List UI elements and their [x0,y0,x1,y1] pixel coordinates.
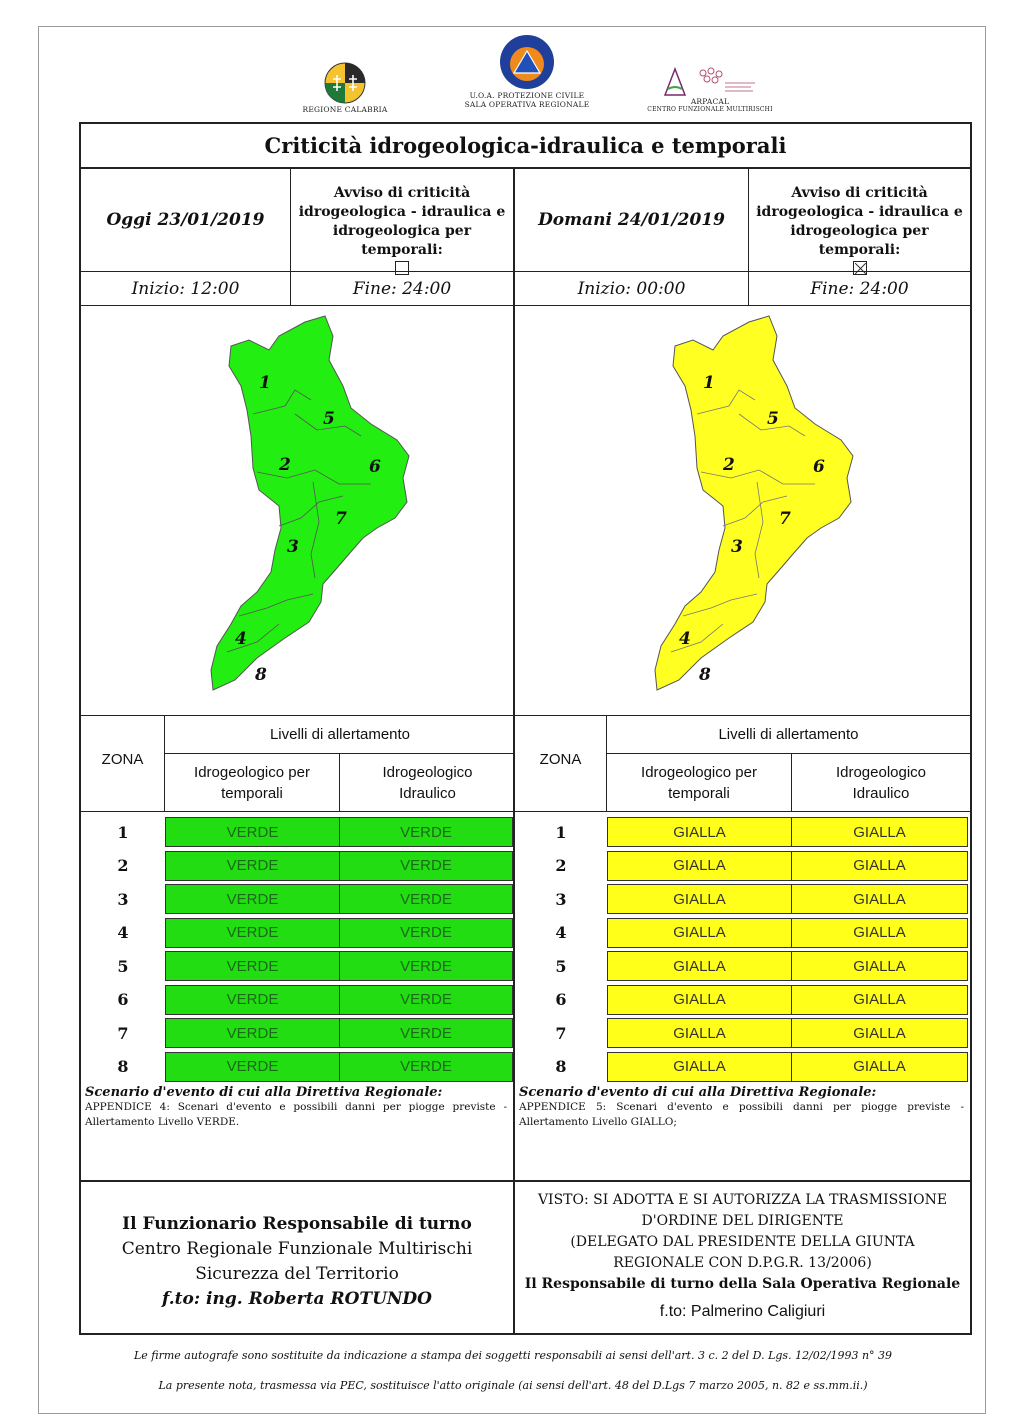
tomorrow-levels-title: Livelli di allertamento [607,716,970,754]
sig-right-line6: f.to: Palmerino Caligiuri [659,1303,826,1320]
today-zone-temporali-level: VERDE [165,985,340,1015]
tomorrow-zone-idraulico-level: GIALLA [792,1052,968,1082]
today-inizio: Inizio: 12:00 [81,272,291,305]
tomorrow-col-temporali-header [607,754,792,811]
tomorrow-map-label-4: 4 [679,629,691,649]
today-zone-row-5 [81,951,513,981]
today-map-label-8: 8 [255,665,267,685]
today-zone-idraulico-level: VERDE [340,851,513,881]
today-column [81,169,515,1180]
today-map-label-7: 7 [335,509,347,529]
tomorrow-col-a-line2: temporali [668,784,730,802]
tomorrow-avviso-line1: Avviso di criticità [791,185,928,201]
tomorrow-zone-number: 6 [555,990,567,1009]
today-col-a-line2: temporali [221,784,283,802]
sig-right-line1: VISTO: SI ADOTTA E SI AUTORIZZA LA TRASMISSIONE [537,1192,948,1208]
bulletin-sheet [38,26,986,1414]
today-zone-temporali-level: VERDE [165,884,340,914]
today-scenario-text: APPENDICE 4: Scenari d'evento e possibili danni per piogge previste - Allertamento Livello VERDE. [85,1101,507,1128]
today-zone-row-8 [81,1052,513,1082]
tomorrow-scenario-text: APPENDICE 5: Scenari d'evento e possibili danni per piogge previste - Allertamento Livello GIALLO; [519,1101,964,1128]
tomorrow-zone-temporali-level: GIALLA [607,851,792,881]
tomorrow-scenario-title: Scenario d'evento di cui alla Direttiva Regionale: [519,1085,877,1100]
today-header [81,169,513,272]
today-avviso-line2: idrogeologica - idraulica e [298,204,506,220]
sig-right-line2: D'ORDINE DEL DIRIGENTE [641,1213,844,1229]
tomorrow-levels-header [515,716,970,812]
today-zone-row-6 [81,985,513,1015]
today-avviso-line3: idrogeologica per temporali: [332,223,472,258]
calabria-emblem-icon [323,61,367,105]
tomorrow-calabria-map [515,306,970,714]
tomorrow-map-label-1: 1 [703,373,715,393]
tomorrow-zone-row-1 [515,817,970,847]
tomorrow-zone-idraulico-level: GIALLA [792,1018,968,1048]
arpacal-caption-1: ARPACAL [690,97,730,106]
tomorrow-zone-row-4 [515,918,970,948]
tomorrow-zone-temporali-level: GIALLA [607,817,792,847]
tomorrow-avviso-line3: idrogeologica per temporali: [790,223,929,258]
today-zone-temporali-level: VERDE [165,918,340,948]
arpacal-caption-2: CENTRO FUNZIONALE MULTIRISCHI [647,106,773,113]
today-zone-idraulico-level: VERDE [340,918,513,948]
today-zone-idraulico-level: VERDE [340,817,513,847]
footer-line1: Le firme autografe sono sostituite da indicazione a stampa dei soggetti responsabili ai sensi dell'art. 3 c. 2 del D. Lgs. 12/02/1993 n° 39 [133,1349,893,1362]
tomorrow-map-label-6: 6 [813,457,825,477]
pc-caption-2: SALA OPERATIVA REGIONALE [464,100,590,109]
header-logos [39,27,987,122]
tomorrow-zone-row-6 [515,985,970,1015]
today-zone-temporali-level: VERDE [165,951,340,981]
today-zone-temporali-level: VERDE [165,851,340,881]
tomorrow-zone-row-3 [515,884,970,914]
tomorrow-col-b-line1: Idrogeologico [835,763,927,781]
today-scenario-title: Scenario d'evento di cui alla Direttiva Regionale: [85,1085,443,1100]
sig-right-line5: Il Responsabile di turno della Sala Operativa Regionale [524,1276,961,1292]
sig-left-line4: f.to: ing. Roberta ROTUNDO [162,1289,432,1309]
tomorrow-header [515,169,970,272]
today-zone-row-3 [81,884,513,914]
today-zone-number: 6 [117,990,129,1009]
tomorrow-zone-row-5 [515,951,970,981]
tomorrow-map-label-2: 2 [723,455,735,475]
today-zone-number: 1 [117,822,129,842]
tomorrow-fine: Fine: 24:00 [810,278,909,299]
tomorrow-zone-temporali-level: GIALLA [607,884,792,914]
tomorrow-map-label-5: 5 [767,409,779,429]
today-avviso [291,169,513,271]
today-levels-header [81,716,513,812]
sig-left-line2: Centro Regionale Funzionale Multirischi [121,1239,473,1259]
today-fine: Fine: 24:00 [352,278,452,299]
today-zone-number: 7 [117,1023,129,1043]
tomorrow-avviso [749,169,970,271]
tomorrow-zone-temporali-level: GIALLA [607,918,792,948]
today-levels-title: Livelli di allertamento [165,716,515,754]
today-zone-temporali-level: VERDE [165,817,340,847]
today-col-a-line1: Idrogeologico per [194,763,310,781]
tomorrow-zone-row-8 [515,1052,970,1082]
tomorrow-date: Domani 24/01/2019 [515,169,749,271]
today-zone-row-1 [81,817,513,847]
today-map-label-1: 1 [259,373,271,393]
tomorrow-map-label-7: 7 [779,509,791,529]
tomorrow-zone-number: 8 [555,1057,567,1076]
today-zone-idraulico-level: VERDE [340,884,513,914]
tomorrow-zone-idraulico-level: GIALLA [792,851,968,881]
today-zone-idraulico-level: VERDE [340,951,513,981]
today-zone-number: 8 [117,1057,129,1076]
title-row [81,124,970,169]
today-map-label-5: 5 [323,409,335,429]
tomorrow-zone-idraulico-level: GIALLA [792,918,968,948]
tomorrow-scenario [519,1085,964,1130]
signature-row [81,1180,970,1333]
criticality-form [79,122,972,1335]
today-zone-idraulico-level: VERDE [340,985,513,1015]
tomorrow-zone-idraulico-level: GIALLA [792,985,968,1015]
tomorrow-zone-number: 5 [555,956,567,976]
today-col-b-line2: Idraulico [399,784,456,802]
arpacal-emblem-icon [655,65,765,97]
today-map-label-2: 2 [279,455,291,475]
protezione-civile-logo [447,33,607,109]
signature-right [515,1182,970,1335]
sig-left-line1: Il Funzionario Responsabile di turno [122,1214,472,1234]
calabria-caption: REGIONE CALABRIA [302,105,388,114]
today-zona-header: ZONA [81,716,165,811]
tomorrow-column [515,169,970,1180]
today-col-b-line1: Idrogeologico [382,763,473,781]
tomorrow-inizio: Inizio: 00:00 [515,272,749,305]
tomorrow-zone-temporali-level: GIALLA [607,985,792,1015]
protezione-civile-emblem-icon [496,33,558,91]
today-col-temporali-header [165,754,340,811]
tomorrow-zone-temporali-level: GIALLA [607,1052,792,1082]
tomorrow-zona-header: ZONA [515,716,607,811]
today-zone-idraulico-level: VERDE [340,1018,513,1048]
tomorrow-zone-temporali-level: GIALLA [607,951,792,981]
today-avviso-line1: Avviso di criticità [333,185,471,201]
signature-left [81,1182,515,1335]
today-calabria-map [81,306,513,714]
tomorrow-col-a-line1: Idrogeologico per [641,763,757,781]
tomorrow-zone-number: 7 [555,1023,567,1043]
regione-calabria-logo [295,61,395,114]
today-map-label-3: 3 [287,537,299,557]
sig-right-line4: REGIONALE CON D.P.G.R. 13/2006) [613,1255,872,1271]
today-zone-row-2 [81,851,513,881]
today-zone-temporali-level: VERDE [165,1018,340,1048]
tomorrow-avviso-line2: idrogeologica - idraulica e [756,204,963,220]
tomorrow-zone-number: 2 [555,856,567,875]
today-col-idraulico-header [340,754,515,811]
page-title: Criticità idrogeologica-idraulica e temporali [264,133,787,158]
today-zone-row-4 [81,918,513,948]
today-map-label-4: 4 [235,629,247,649]
tomorrow-col-b-line2: Idraulico [852,784,910,802]
today-date: Oggi 23/01/2019 [81,169,291,271]
today-zone-number: 3 [117,889,129,909]
tomorrow-map-label-3: 3 [731,537,743,557]
tomorrow-zone-number: 1 [555,822,567,842]
arpacal-logo [635,65,785,113]
tomorrow-time-row [515,272,970,306]
pc-caption-1: U.O.A. PROTEZIONE CIVILE [469,91,585,100]
tomorrow-zone-idraulico-level: GIALLA [792,884,968,914]
tomorrow-zone-row-2 [515,851,970,881]
today-zone-number: 4 [117,923,129,942]
today-zone-row-7 [81,1018,513,1048]
today-scenario [85,1085,507,1130]
today-time-row [81,272,513,306]
today-zone-number: 2 [117,856,129,875]
sig-left-line3: Sicurezza del Territorio [195,1264,399,1284]
sig-right-line3: (DELEGATO DAL PRESIDENTE DELLA GIUNTA [570,1234,915,1250]
footer-line2: La presente nota, trasmessa via PEC, sostituisce l'atto originale (ai sensi dell'art. 48 del D.Lgs 7 marzo 2005, n. 82 e ss.mm.ii.) [158,1379,868,1392]
today-zone-number: 5 [117,956,129,976]
today-zone-idraulico-level: VERDE [340,1052,513,1082]
today-map [81,306,513,716]
tomorrow-map-label-8: 8 [699,665,711,685]
tomorrow-zone-row-7 [515,1018,970,1048]
tomorrow-zone-idraulico-level: GIALLA [792,817,968,847]
tomorrow-zone-temporali-level: GIALLA [607,1018,792,1048]
tomorrow-col-idraulico-header [792,754,970,811]
tomorrow-zone-idraulico-level: GIALLA [792,951,968,981]
today-zone-temporali-level: VERDE [165,1052,340,1082]
tomorrow-zone-number: 4 [555,923,567,942]
tomorrow-map [515,306,970,716]
tomorrow-zone-number: 3 [555,889,567,909]
today-map-label-6: 6 [369,457,381,477]
